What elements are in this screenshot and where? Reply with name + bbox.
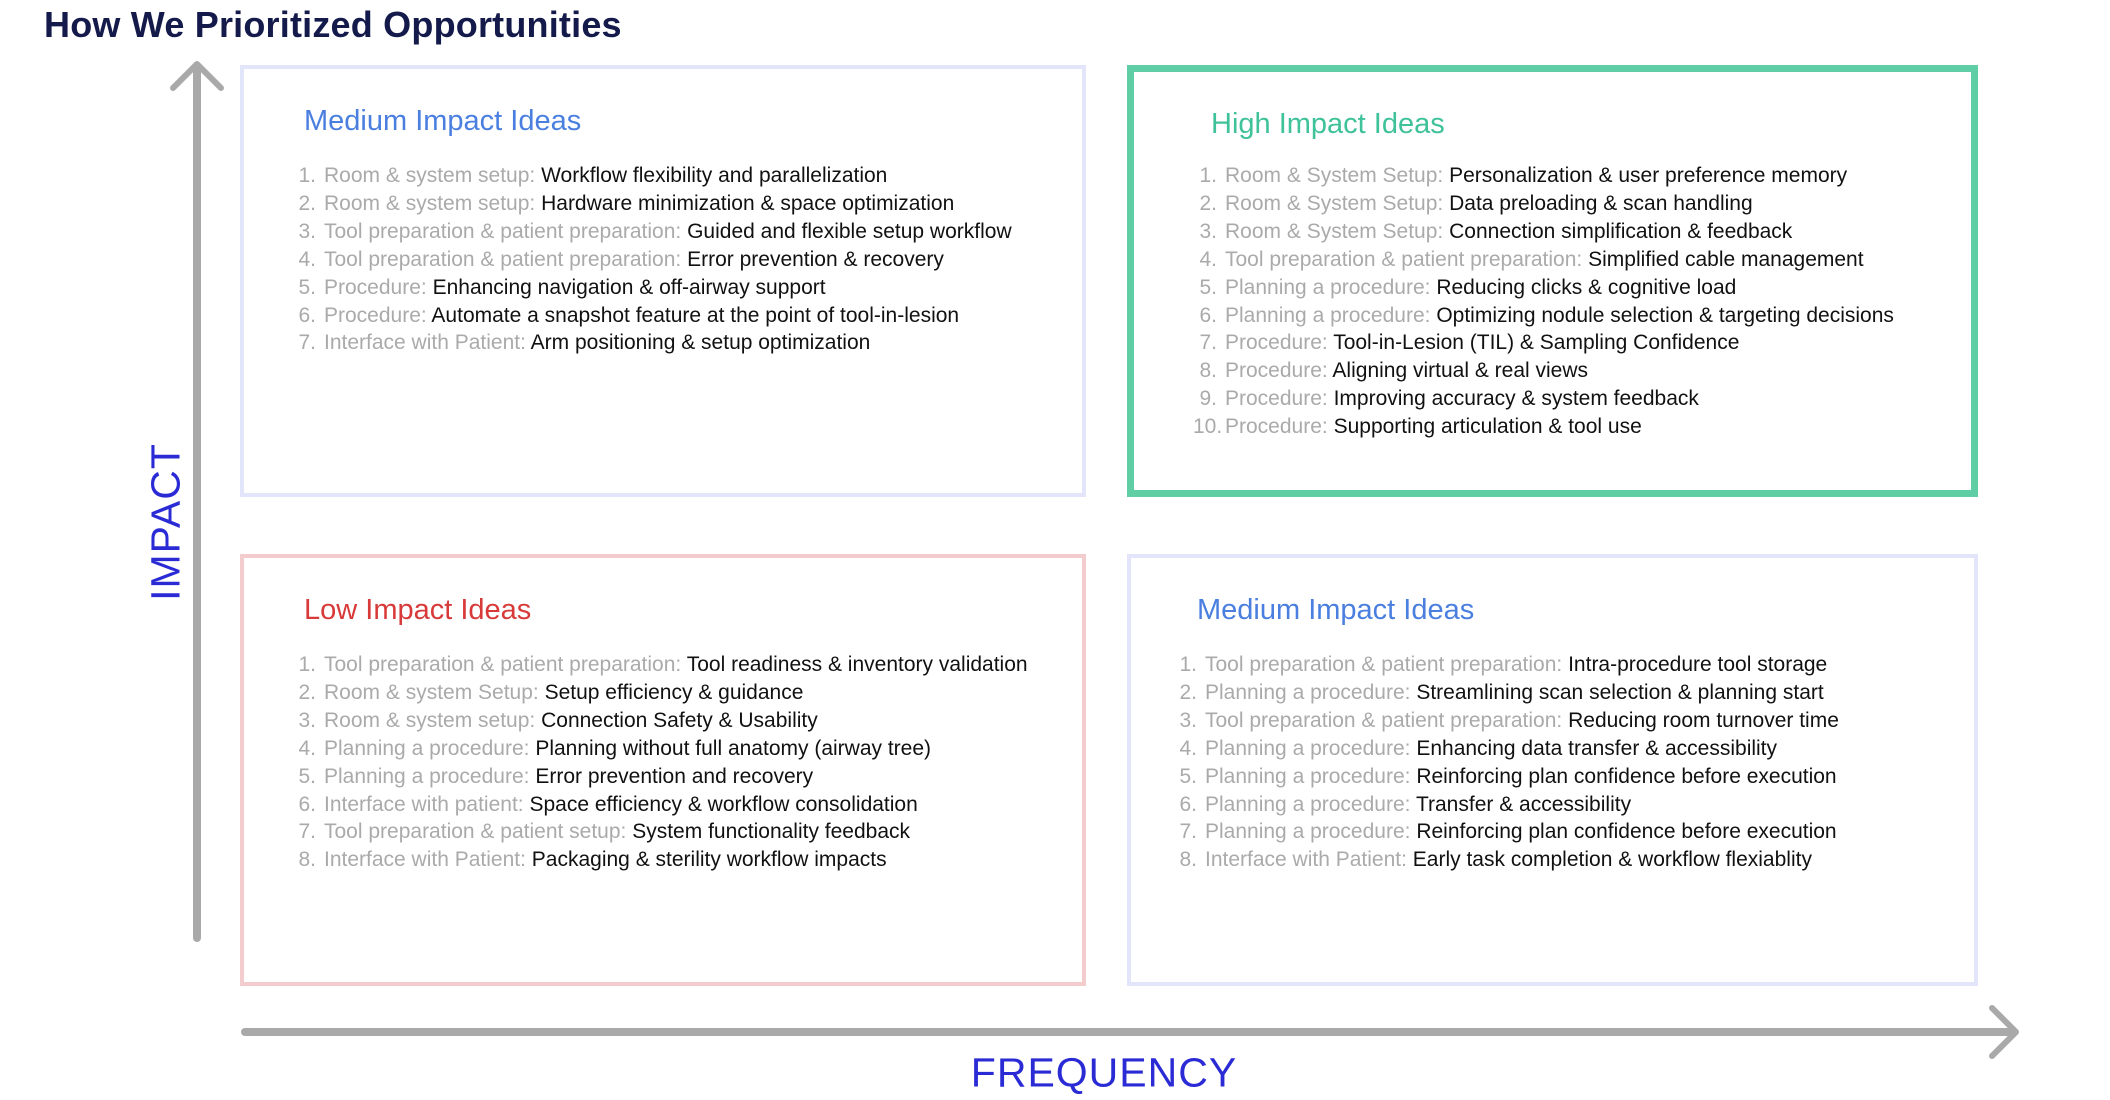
item-text: Personalization & user preference memory: [1449, 164, 1848, 187]
item-number: 8.: [1179, 848, 1197, 872]
item-text: Transfer & accessibility: [1415, 792, 1632, 816]
item-text: Reducing clicks & cognitive load: [1436, 275, 1737, 299]
item-number: 8.: [1199, 359, 1217, 383]
item-text: Hardware minimization & space optimization: [541, 191, 955, 215]
item-category: Room & System Setup:: [1225, 219, 1444, 243]
item-category: Planning a procedure:: [1205, 820, 1411, 844]
list-item: [1173, 735, 1839, 763]
list-item: [1173, 651, 1839, 679]
item-category: Room & system setup:: [324, 164, 536, 187]
list-item: [292, 846, 1028, 874]
item-category: Procedure:: [1225, 415, 1328, 439]
list-item: [292, 218, 1012, 246]
item-number: 7.: [298, 820, 316, 844]
list-item: [292, 190, 1012, 218]
item-text: Early task completion & workflow flexiablity: [1412, 848, 1812, 872]
item-number: 5.: [298, 764, 316, 788]
list-item: [1173, 679, 1839, 707]
item-text: Enhancing navigation & off-airway support: [432, 275, 826, 299]
item-category: Interface with Patient:: [324, 331, 526, 355]
item-text: Arm positioning & setup optimization: [530, 331, 871, 355]
item-category: Planning a procedure:: [1205, 764, 1411, 788]
item-number: 3.: [298, 708, 316, 732]
list-item: [292, 651, 1028, 679]
item-number: 2.: [298, 680, 316, 704]
list-item: [1173, 818, 1839, 846]
item-category: Planning a procedure:: [1205, 792, 1411, 816]
item-text: Tool readiness & inventory validation: [686, 653, 1028, 676]
item-number: 5.: [1199, 275, 1217, 299]
quadrant-title: Medium Impact Ideas: [1197, 594, 1475, 626]
item-number: 3.: [1179, 708, 1197, 732]
item-category: Planning a procedure:: [1225, 303, 1431, 327]
item-category: Planning a procedure:: [1225, 275, 1431, 299]
item-category: Tool preparation & patient preparation:: [1225, 247, 1583, 271]
list-item: [292, 246, 1012, 274]
item-category: Room & system Setup:: [324, 680, 539, 704]
idea-list: [292, 651, 1028, 874]
list-item: [292, 791, 1028, 819]
list-item: [1193, 162, 1894, 190]
list-item: [292, 274, 1012, 302]
item-text: Planning without full anatomy (airway tree): [535, 736, 932, 760]
item-number: 7.: [1199, 331, 1217, 355]
item-number: 7.: [298, 331, 316, 355]
item-text: Enhancing data transfer & accessibility: [1416, 736, 1778, 760]
list-item: [292, 302, 1012, 330]
list-item: [292, 679, 1028, 707]
item-text: Setup efficiency & guidance: [544, 680, 804, 704]
item-number: 5.: [1179, 764, 1197, 788]
item-number: 2.: [1199, 191, 1217, 215]
list-item: [1193, 246, 1894, 274]
idea-list: [292, 162, 1012, 357]
list-item: [1193, 357, 1894, 385]
item-category: Room & system setup:: [324, 191, 536, 215]
item-number: 3.: [298, 219, 316, 243]
item-text: Reinforcing plan confidence before execution: [1416, 764, 1837, 788]
item-number: 3.: [1199, 219, 1217, 243]
quadrant-title: Medium Impact Ideas: [304, 105, 582, 137]
item-text: Packaging & sterility workflow impacts: [531, 848, 887, 872]
item-category: Planning a procedure:: [1205, 680, 1411, 704]
item-number: 1.: [1199, 164, 1217, 187]
item-text: Connection simplification & feedback: [1449, 219, 1793, 243]
item-number: 4.: [298, 736, 316, 760]
list-item: [1173, 846, 1839, 874]
item-category: Tool preparation & patient setup:: [324, 820, 627, 844]
item-category: Room & System Setup:: [1225, 191, 1444, 215]
item-number: 6.: [1199, 303, 1217, 327]
item-text: Simplified cable management: [1588, 247, 1864, 271]
list-item: [1173, 791, 1839, 819]
item-category: Tool preparation & patient preparation:: [324, 219, 682, 243]
item-text: Aligning virtual & real views: [1332, 359, 1589, 383]
idea-list: [1193, 162, 1894, 441]
list-item: [1193, 413, 1894, 441]
item-category: Tool preparation & patient preparation:: [1205, 708, 1563, 732]
item-text: Streamlining scan selection & planning start: [1416, 680, 1824, 704]
item-text: Tool-in-Lesion (TIL) & Sampling Confidence: [1333, 331, 1740, 355]
item-category: Interface with Patient:: [1205, 848, 1407, 872]
page-title: How We Prioritized Opportunities: [44, 4, 622, 45]
item-text: Supporting articulation & tool use: [1333, 415, 1642, 439]
item-category: Procedure:: [1225, 387, 1328, 411]
item-number: 1.: [1179, 653, 1197, 676]
item-category: Interface with Patient:: [324, 848, 526, 872]
item-text: System functionality feedback: [632, 820, 911, 844]
list-item: [292, 329, 1012, 357]
item-number: 8.: [298, 848, 316, 872]
item-number: 4.: [298, 247, 316, 271]
list-item: [1173, 763, 1839, 791]
quadrant-top-right: [1127, 65, 1978, 497]
item-text: Error prevention & recovery: [687, 247, 944, 271]
item-text: Improving accuracy & system feedback: [1333, 387, 1699, 411]
item-text: Data preloading & scan handling: [1449, 191, 1753, 215]
list-item: [292, 707, 1028, 735]
item-category: Planning a procedure:: [324, 736, 530, 760]
idea-list: [1173, 651, 1839, 874]
item-text: Optimizing nodule selection & targeting decisions: [1436, 303, 1894, 327]
y-axis-label: IMPACT: [142, 443, 189, 601]
item-text: Automate a snapshot feature at the point of tool-in-lesion: [431, 303, 960, 327]
item-number: 4.: [1199, 247, 1217, 271]
quadrant-title: Low Impact Ideas: [304, 594, 532, 626]
item-number: 7.: [1179, 820, 1197, 844]
list-item: [1193, 385, 1894, 413]
item-text: Guided and flexible setup workflow: [687, 219, 1012, 243]
x-axis-label: FREQUENCY: [970, 1049, 1238, 1096]
item-number: 2.: [1179, 680, 1197, 704]
quadrant-bottom-right: [1127, 554, 1978, 986]
list-item: [1193, 190, 1894, 218]
item-number: 1.: [298, 164, 316, 187]
quadrant-title: High Impact Ideas: [1211, 108, 1445, 140]
item-number: 4.: [1179, 736, 1197, 760]
item-category: Procedure:: [324, 275, 427, 299]
item-number: 10.: [1193, 415, 1223, 439]
item-number: 6.: [298, 792, 316, 816]
item-text: Reinforcing plan confidence before execution: [1416, 820, 1837, 844]
list-item: [292, 162, 1012, 190]
list-item: [1193, 274, 1894, 302]
item-category: Tool preparation & patient preparation:: [1205, 653, 1563, 676]
item-number: 2.: [298, 191, 316, 215]
item-number: 9.: [1199, 387, 1217, 411]
item-number: 5.: [298, 275, 316, 299]
list-item: [1193, 329, 1894, 357]
item-category: Interface with patient:: [324, 792, 524, 816]
list-item: [292, 763, 1028, 791]
item-number: 1.: [298, 653, 316, 676]
item-text: Connection Safety & Usability: [541, 708, 818, 732]
item-text: Workflow flexibility and parallelization: [541, 164, 888, 187]
item-category: Procedure:: [324, 303, 427, 327]
item-category: Procedure:: [1225, 331, 1328, 355]
item-text: Reducing room turnover time: [1568, 708, 1839, 732]
list-item: [292, 818, 1028, 846]
item-category: Planning a procedure:: [1205, 736, 1411, 760]
item-category: Tool preparation & patient preparation:: [324, 247, 682, 271]
item-text: Intra-procedure tool storage: [1568, 653, 1828, 676]
quadrant-top-left: [240, 65, 1086, 497]
list-item: [1173, 707, 1839, 735]
list-item: [1193, 302, 1894, 330]
quadrant-bottom-left: [240, 554, 1086, 986]
item-category: Procedure:: [1225, 359, 1328, 383]
item-text: Error prevention and recovery: [535, 764, 814, 788]
list-item: [1193, 218, 1894, 246]
item-number: 6.: [298, 303, 316, 327]
item-category: Room & System Setup:: [1225, 164, 1444, 187]
item-text: Space efficiency & workflow consolidation: [529, 792, 918, 816]
list-item: [292, 735, 1028, 763]
item-category: Planning a procedure:: [324, 764, 530, 788]
item-number: 6.: [1179, 792, 1197, 816]
item-category: Tool preparation & patient preparation:: [324, 653, 682, 676]
item-category: Room & system setup:: [324, 708, 536, 732]
